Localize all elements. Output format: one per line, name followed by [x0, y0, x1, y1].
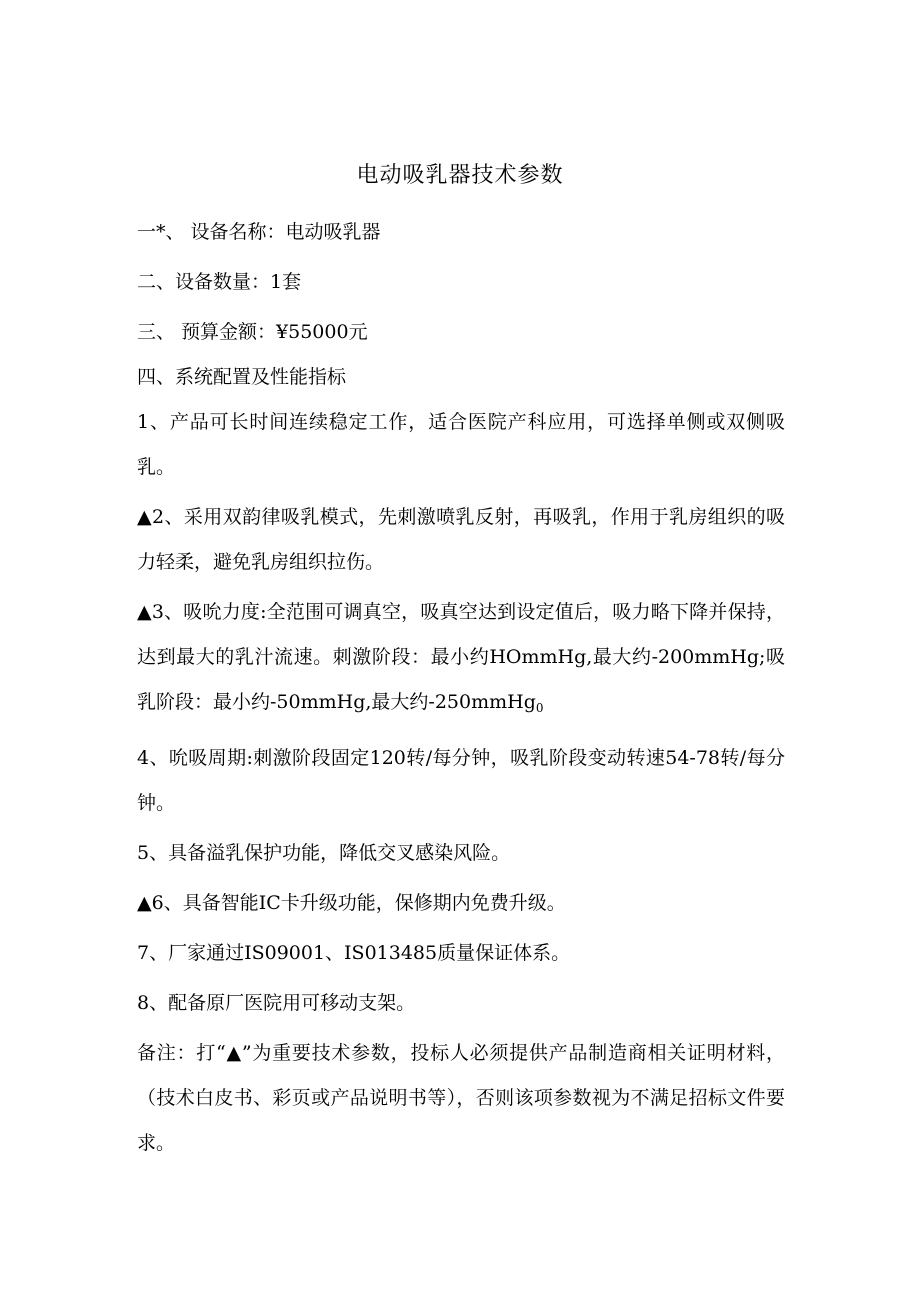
spec-item-2: ▲2、采用双韵律吸乳模式，先刺激喷乳反射，再吸乳，作用于乳房组织的吸力轻柔，避免乳房组织拉伤。 [137, 506, 785, 573]
spec-item-4: 4、吮吸周期:刺激阶段固定120转/每分钟，吸乳阶段变动转速54-78转/每分钟。 [137, 747, 785, 814]
spec-item-3-subscript: 0 [535, 701, 544, 715]
document-body [137, 210, 785, 1166]
item-device-quantity: 二、设备数量：1套 [137, 271, 302, 293]
spec-item-5: 5、具备溢乳保护功能，降低交叉感染风险。 [137, 842, 511, 864]
spec-item-3-text: ▲3、吸吮力度:全范围可调真空，吸真空达到设定值后，吸力略下降并保持，达到最大的乳汁流速。刺激阶段：最小约HOmmHg,最大约-200mmHg;吸乳阶段：最小约-50mmHg,最大约-250mmHg [137, 601, 785, 713]
item-system-config-heading: 四、系统配置及性能指标 [137, 366, 347, 388]
document-title: 电动吸乳器技术参数 [356, 163, 564, 188]
spec-item-6: ▲6、具备智能IC卡升级功能，保修期内免费升级。 [137, 892, 566, 914]
remark-note: 备注：打“▲”为重要技术参数，投标人必须提供产品制造商相关证明材料，（技术白皮书、彩页或产品说明书等），否则该项参数视为不满足招标文件要求。 [137, 1042, 785, 1154]
spec-item-3 [137, 590, 785, 731]
spec-item-7: 7、厂家通过IS09001、IS013485质量保证体系。 [137, 942, 571, 964]
item-budget: 三、 预算金额：¥55000元 [137, 321, 368, 343]
spec-item-8: 8、配备原厂医院用可移动支架。 [137, 992, 416, 1014]
item-device-name: 一*、 设备名称：电动吸乳器 [137, 221, 381, 243]
spec-item-1: 1、产品可长时间连续稳定工作，适合医院产科应用，可选择单侧或双侧吸乳。 [137, 411, 785, 478]
